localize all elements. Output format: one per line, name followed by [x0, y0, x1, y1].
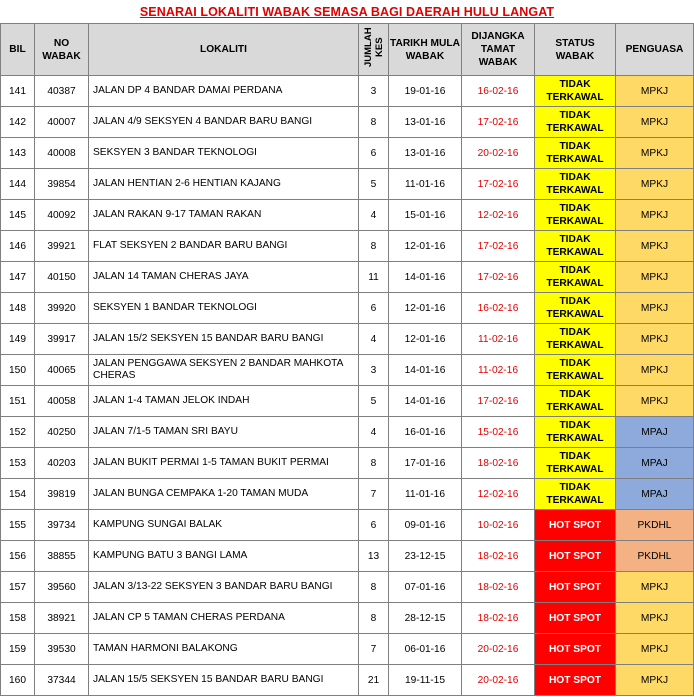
- cell-no-wabak: 39560: [35, 572, 89, 603]
- header-lokaliti: LOKALITI: [89, 24, 359, 76]
- cell-jumlah-kes: 21: [359, 665, 389, 696]
- cell-jumlah-kes: 8: [359, 448, 389, 479]
- table-row: [1, 138, 694, 169]
- cell-dijangka-tamat: 15-02-16: [462, 417, 535, 448]
- header-no-wabak: NO WABAK: [35, 24, 89, 76]
- table-row: [1, 293, 694, 324]
- table-row: [1, 479, 694, 510]
- cell-lokaliti: JALAN BUNGA CEMPAKA 1-20 TAMAN MUDA: [89, 479, 359, 510]
- cell-dijangka-tamat: 10-02-16: [462, 510, 535, 541]
- cell-lokaliti: JALAN 14 TAMAN CHERAS JAYA: [89, 262, 359, 293]
- cell-tarikh-mula: 15-01-16: [389, 200, 462, 231]
- cell-penguasa: MPKJ: [616, 603, 694, 634]
- cell-lokaliti: KAMPUNG SUNGAI BALAK: [89, 510, 359, 541]
- cell-tarikh-mula: 13-01-16: [389, 138, 462, 169]
- cell-jumlah-kes: 4: [359, 200, 389, 231]
- cell-lokaliti: FLAT SEKSYEN 2 BANDAR BARU BANGI: [89, 231, 359, 262]
- cell-status: HOT SPOT: [535, 572, 616, 603]
- title-text: SENARAI LOKALITI WABAK SEMASA BAGI DAERAH HULU LANGAT: [139, 4, 555, 19]
- cell-penguasa: MPAJ: [616, 479, 694, 510]
- cell-dijangka-tamat: 17-02-16: [462, 107, 535, 138]
- cell-no-wabak: 40065: [35, 355, 89, 386]
- cell-bil: 147: [1, 262, 35, 293]
- cell-jumlah-kes: 8: [359, 231, 389, 262]
- table-row: [1, 200, 694, 231]
- cell-penguasa: MPKJ: [616, 386, 694, 417]
- cell-lokaliti: JALAN 7/1-5 TAMAN SRI BAYU: [89, 417, 359, 448]
- cell-dijangka-tamat: 17-02-16: [462, 262, 535, 293]
- cell-jumlah-kes: 7: [359, 634, 389, 665]
- cell-no-wabak: 40250: [35, 417, 89, 448]
- table-row: [1, 355, 694, 386]
- cell-status: TIDAK TERKAWAL: [535, 107, 616, 138]
- table-row: [1, 324, 694, 355]
- header-jumlah-kes: [359, 24, 389, 76]
- cell-status: TIDAK TERKAWAL: [535, 386, 616, 417]
- cell-penguasa: MPKJ: [616, 665, 694, 696]
- cell-no-wabak: 39530: [35, 634, 89, 665]
- cell-dijangka-tamat: 16-02-16: [462, 76, 535, 107]
- cell-dijangka-tamat: 17-02-16: [462, 231, 535, 262]
- cell-status: TIDAK TERKAWAL: [535, 293, 616, 324]
- cell-lokaliti: JALAN DP 4 BANDAR DAMAI PERDANA: [89, 76, 359, 107]
- cell-no-wabak: 39921: [35, 231, 89, 262]
- cell-jumlah-kes: 8: [359, 107, 389, 138]
- cell-status: HOT SPOT: [535, 541, 616, 572]
- cell-penguasa: PKDHL: [616, 541, 694, 572]
- cell-status: TIDAK TERKAWAL: [535, 262, 616, 293]
- cell-bil: 155: [1, 510, 35, 541]
- table-row: [1, 510, 694, 541]
- cell-tarikh-mula: 11-01-16: [389, 169, 462, 200]
- cell-dijangka-tamat: 18-02-16: [462, 572, 535, 603]
- cell-lokaliti: KAMPUNG BATU 3 BANGI LAMA: [89, 541, 359, 572]
- sheet-title: [0, 0, 694, 23]
- table-row: [1, 448, 694, 479]
- cell-lokaliti: JALAN BUKIT PERMAI 1-5 TAMAN BUKIT PERMAI: [89, 448, 359, 479]
- cell-penguasa: MPAJ: [616, 417, 694, 448]
- cell-status: TIDAK TERKAWAL: [535, 448, 616, 479]
- table-row: [1, 386, 694, 417]
- cell-no-wabak: 39917: [35, 324, 89, 355]
- table-row: [1, 541, 694, 572]
- cell-dijangka-tamat: 12-02-16: [462, 200, 535, 231]
- cell-jumlah-kes: 11: [359, 262, 389, 293]
- cell-no-wabak: 37344: [35, 665, 89, 696]
- cell-status: TIDAK TERKAWAL: [535, 355, 616, 386]
- cell-bil: 158: [1, 603, 35, 634]
- table-row: [1, 634, 694, 665]
- cell-status: TIDAK TERKAWAL: [535, 417, 616, 448]
- cell-tarikh-mula: 12-01-16: [389, 324, 462, 355]
- cell-jumlah-kes: 5: [359, 169, 389, 200]
- header-bil: BIL: [1, 24, 35, 76]
- cell-no-wabak: 39920: [35, 293, 89, 324]
- cell-bil: 144: [1, 169, 35, 200]
- cell-bil: 152: [1, 417, 35, 448]
- cell-lokaliti: JALAN HENTIAN 2-6 HENTIAN KAJANG: [89, 169, 359, 200]
- cell-dijangka-tamat: 18-02-16: [462, 541, 535, 572]
- cell-lokaliti: JALAN 4/9 SEKSYEN 4 BANDAR BARU BANGI: [89, 107, 359, 138]
- cell-no-wabak: 39854: [35, 169, 89, 200]
- cell-lokaliti: JALAN PENGGAWA SEKSYEN 2 BANDAR MAHKOTA CHERAS: [89, 355, 359, 386]
- cell-no-wabak: 40007: [35, 107, 89, 138]
- cell-bil: 149: [1, 324, 35, 355]
- cell-lokaliti: JALAN 1-4 TAMAN JELOK INDAH: [89, 386, 359, 417]
- cell-penguasa: MPAJ: [616, 448, 694, 479]
- cell-status: TIDAK TERKAWAL: [535, 138, 616, 169]
- cell-dijangka-tamat: 16-02-16: [462, 293, 535, 324]
- cell-status: HOT SPOT: [535, 634, 616, 665]
- cell-penguasa: MPKJ: [616, 200, 694, 231]
- cell-status: TIDAK TERKAWAL: [535, 324, 616, 355]
- cell-penguasa: MPKJ: [616, 262, 694, 293]
- cell-tarikh-mula: 13-01-16: [389, 107, 462, 138]
- cell-tarikh-mula: 11-01-16: [389, 479, 462, 510]
- cell-lokaliti: JALAN 3/13-22 SEKSYEN 3 BANDAR BARU BANGI: [89, 572, 359, 603]
- cell-tarikh-mula: 16-01-16: [389, 417, 462, 448]
- cell-no-wabak: 38921: [35, 603, 89, 634]
- cell-jumlah-kes: 6: [359, 138, 389, 169]
- cell-jumlah-kes: 4: [359, 417, 389, 448]
- cell-lokaliti: JALAN RAKAN 9-17 TAMAN RAKAN: [89, 200, 359, 231]
- cell-dijangka-tamat: 20-02-16: [462, 665, 535, 696]
- cell-jumlah-kes: 6: [359, 510, 389, 541]
- cell-penguasa: MPKJ: [616, 355, 694, 386]
- header-jumlah-kes-label: JUMLAH KES: [362, 27, 385, 68]
- cell-status: HOT SPOT: [535, 510, 616, 541]
- header-status: STATUS WABAK: [535, 24, 616, 76]
- cell-tarikh-mula: 12-01-16: [389, 293, 462, 324]
- table-row: [1, 76, 694, 107]
- cell-penguasa: MPKJ: [616, 107, 694, 138]
- cell-tarikh-mula: 14-01-16: [389, 386, 462, 417]
- header-row: [1, 24, 694, 76]
- cell-lokaliti: SEKSYEN 1 BANDAR TEKNOLOGI: [89, 293, 359, 324]
- table-row: [1, 572, 694, 603]
- cell-status: TIDAK TERKAWAL: [535, 169, 616, 200]
- cell-penguasa: MPKJ: [616, 76, 694, 107]
- cell-penguasa: MPKJ: [616, 231, 694, 262]
- cell-tarikh-mula: 19-01-16: [389, 76, 462, 107]
- cell-tarikh-mula: 07-01-16: [389, 572, 462, 603]
- cell-bil: 146: [1, 231, 35, 262]
- cell-dijangka-tamat: 20-02-16: [462, 138, 535, 169]
- cell-tarikh-mula: 09-01-16: [389, 510, 462, 541]
- cell-no-wabak: 40092: [35, 200, 89, 231]
- cell-jumlah-kes: 5: [359, 386, 389, 417]
- table-row: [1, 417, 694, 448]
- cell-dijangka-tamat: 20-02-16: [462, 634, 535, 665]
- cell-no-wabak: 40008: [35, 138, 89, 169]
- cell-dijangka-tamat: 11-02-16: [462, 355, 535, 386]
- cell-penguasa: MPKJ: [616, 169, 694, 200]
- cell-bil: 159: [1, 634, 35, 665]
- header-tarikh-mula: TARIKH MULA WABAK: [389, 24, 462, 76]
- cell-dijangka-tamat: 17-02-16: [462, 169, 535, 200]
- cell-lokaliti: JALAN 15/2 SEKSYEN 15 BANDAR BARU BANGI: [89, 324, 359, 355]
- cell-penguasa: MPKJ: [616, 138, 694, 169]
- cell-status: TIDAK TERKAWAL: [535, 200, 616, 231]
- table-row: [1, 107, 694, 138]
- cell-penguasa: PKDHL: [616, 510, 694, 541]
- cell-dijangka-tamat: 11-02-16: [462, 324, 535, 355]
- cell-jumlah-kes: 6: [359, 293, 389, 324]
- table-body: [1, 76, 694, 696]
- cell-bil: 148: [1, 293, 35, 324]
- cell-jumlah-kes: 4: [359, 324, 389, 355]
- cell-status: HOT SPOT: [535, 603, 616, 634]
- cell-tarikh-mula: 17-01-16: [389, 448, 462, 479]
- cell-bil: 151: [1, 386, 35, 417]
- table-row: [1, 262, 694, 293]
- cell-penguasa: MPKJ: [616, 634, 694, 665]
- cell-tarikh-mula: 14-01-16: [389, 262, 462, 293]
- cell-lokaliti: TAMAN HARMONI BALAKONG: [89, 634, 359, 665]
- cell-dijangka-tamat: 17-02-16: [462, 386, 535, 417]
- cell-bil: 142: [1, 107, 35, 138]
- cell-bil: 141: [1, 76, 35, 107]
- cell-bil: 143: [1, 138, 35, 169]
- cell-lokaliti: SEKSYEN 3 BANDAR TEKNOLOGI: [89, 138, 359, 169]
- cell-bil: 153: [1, 448, 35, 479]
- cell-bil: 154: [1, 479, 35, 510]
- cell-tarikh-mula: 06-01-16: [389, 634, 462, 665]
- table-row: [1, 665, 694, 696]
- cell-no-wabak: 38855: [35, 541, 89, 572]
- cell-tarikh-mula: 19-11-15: [389, 665, 462, 696]
- header-dijangka-tamat: DIJANGKA TAMAT WABAK: [462, 24, 535, 76]
- cell-dijangka-tamat: 18-02-16: [462, 603, 535, 634]
- cell-bil: 145: [1, 200, 35, 231]
- cell-jumlah-kes: 8: [359, 603, 389, 634]
- cell-bil: 150: [1, 355, 35, 386]
- table-row: [1, 231, 694, 262]
- table-row: [1, 169, 694, 200]
- cell-penguasa: MPKJ: [616, 572, 694, 603]
- cell-no-wabak: 40150: [35, 262, 89, 293]
- cell-lokaliti: JALAN CP 5 TAMAN CHERAS PERDANA: [89, 603, 359, 634]
- cell-dijangka-tamat: 18-02-16: [462, 448, 535, 479]
- cell-no-wabak: 39734: [35, 510, 89, 541]
- cell-status: TIDAK TERKAWAL: [535, 231, 616, 262]
- cell-bil: 156: [1, 541, 35, 572]
- cell-tarikh-mula: 23-12-15: [389, 541, 462, 572]
- cell-penguasa: MPKJ: [616, 293, 694, 324]
- cell-dijangka-tamat: 12-02-16: [462, 479, 535, 510]
- cell-status: TIDAK TERKAWAL: [535, 76, 616, 107]
- header-penguasa: PENGUASA: [616, 24, 694, 76]
- cell-jumlah-kes: 3: [359, 355, 389, 386]
- cell-tarikh-mula: 12-01-16: [389, 231, 462, 262]
- cell-no-wabak: 40203: [35, 448, 89, 479]
- cell-lokaliti: JALAN 15/5 SEKSYEN 15 BANDAR BARU BANGI: [89, 665, 359, 696]
- cell-jumlah-kes: 13: [359, 541, 389, 572]
- cell-no-wabak: 40058: [35, 386, 89, 417]
- cell-jumlah-kes: 7: [359, 479, 389, 510]
- outbreak-table: [0, 23, 694, 696]
- cell-status: TIDAK TERKAWAL: [535, 479, 616, 510]
- cell-bil: 157: [1, 572, 35, 603]
- cell-tarikh-mula: 28-12-15: [389, 603, 462, 634]
- cell-no-wabak: 40387: [35, 76, 89, 107]
- cell-jumlah-kes: 8: [359, 572, 389, 603]
- cell-no-wabak: 39819: [35, 479, 89, 510]
- cell-bil: 160: [1, 665, 35, 696]
- cell-penguasa: MPKJ: [616, 324, 694, 355]
- cell-jumlah-kes: 3: [359, 76, 389, 107]
- cell-tarikh-mula: 14-01-16: [389, 355, 462, 386]
- cell-status: HOT SPOT: [535, 665, 616, 696]
- table-row: [1, 603, 694, 634]
